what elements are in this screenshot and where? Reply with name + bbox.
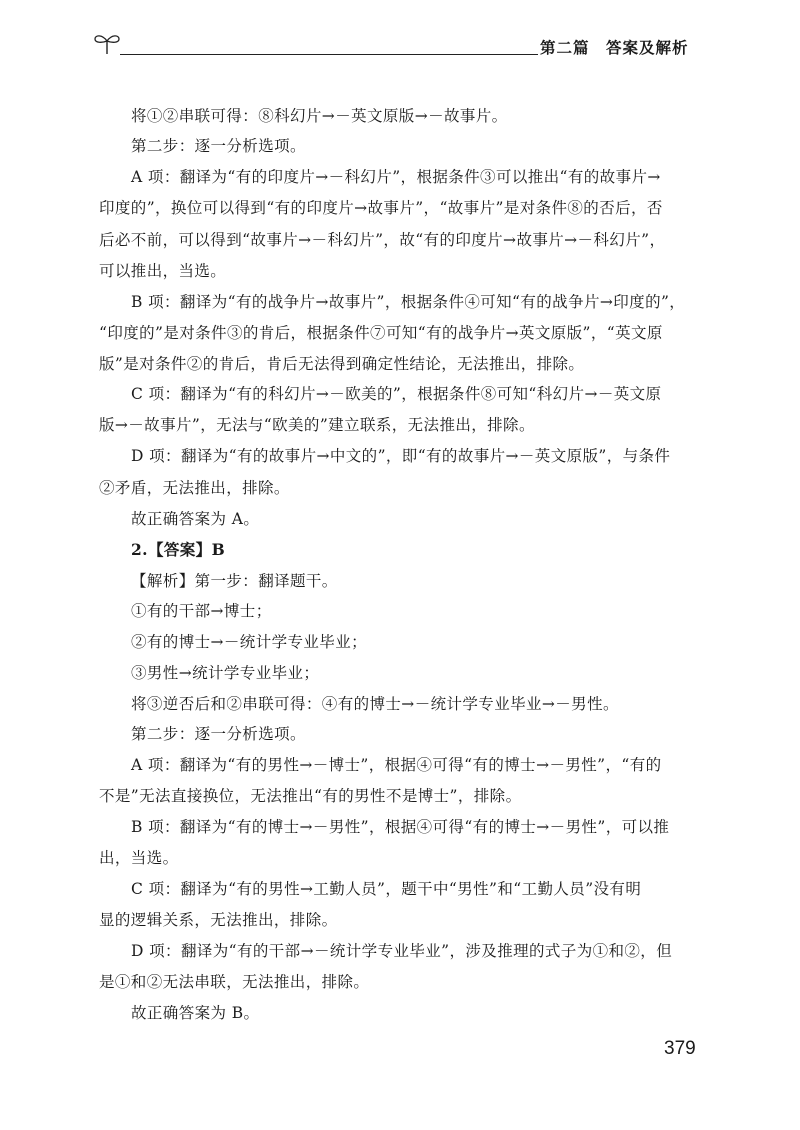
text-line: 第二步：逐一分析选项。 [131,725,306,743]
text-line: 不是”无法直接换位，无法推出“有的男性不是博士”，排除。 [99,787,522,805]
text-line: C 项：翻译为“有的科幻片→－欧美的”，根据条件⑧可知“科幻片→－英文原 [131,385,662,403]
text-line: 可以推出，当选。 [99,262,227,280]
text-line: 故正确答案为 B。 [131,1004,260,1022]
page-number: 379 [664,1038,696,1059]
text-line: 是①和②无法串联，无法推出，排除。 [99,973,370,991]
answer-heading: 2.【答案】B [131,540,226,559]
chapter-title: 第二篇 答案及解析 [540,39,689,57]
text-line: 第二步：逐一分析选项。 [131,137,306,155]
text-line: 将③逆否后和②串联可得：④有的博士→－统计学专业毕业→－男性。 [131,695,619,713]
text-line: ③男性→统计学专业毕业； [131,664,320,682]
text-line: C 项：翻译为“有的男性→工勤人员”，题干中“男性”和“工勤人员”没有明 [131,880,642,898]
text-line: A 项：翻译为“有的印度片→－科幻片”，根据条件③可以推出“有的故事片→ [131,168,661,186]
text-line: B 项：翻译为“有的战争片→故事片”，根据条件④可知“有的战争片→印度的”， [131,293,686,311]
text-line: D 项：翻译为“有的干部→－统计学专业毕业”，涉及推理的式子为①和②，但 [131,942,673,960]
text-line: D 项：翻译为“有的故事片→中文的”，即“有的故事片→－英文原版”，与条件 [131,447,671,465]
text-line: 故正确答案为 A。 [131,510,260,528]
text-line: 后必不前，可以得到“故事片→－科幻片”，故“有的印度片→故事片→－科幻片”， [99,231,666,249]
text-line: A 项：翻译为“有的男性→－博士”，根据④可得“有的博士→－男性”，“有的 [131,756,662,774]
text-line: B 项：翻译为“有的博士→－男性”，根据④可得“有的博士→－男性”，可以推 [131,818,670,836]
text-line: 出，当选。 [99,849,179,867]
text-line: 【解析】第一步：翻译题干。 [131,572,338,590]
text-line: “印度的”是对条件③的肯后，根据条件⑦可知“有的战争片→英文原版”，“英文原 [99,324,663,342]
text-line: ②有的博士→－统计学专业毕业； [131,633,367,651]
text-line: 印度的”，换位可以得到“有的印度片→故事片”，“故事片”是对条件⑧的否后，否 [99,199,663,217]
text-line: ①有的干部→博士； [131,602,272,620]
text-line: ②矛盾，无法推出，排除。 [99,479,290,497]
text-line: 版”是对条件②的肯后，肯后无法得到确定性结论，无法推出，排除。 [99,355,585,373]
text-line: 显的逻辑关系，无法推出，排除。 [99,911,338,929]
text-line: 将①②串联可得：⑧科幻片→－英文原版→－故事片。 [131,107,508,125]
text-line: 版→－故事片”，无法与“欧美的”建立联系，无法推出，排除。 [99,416,535,434]
